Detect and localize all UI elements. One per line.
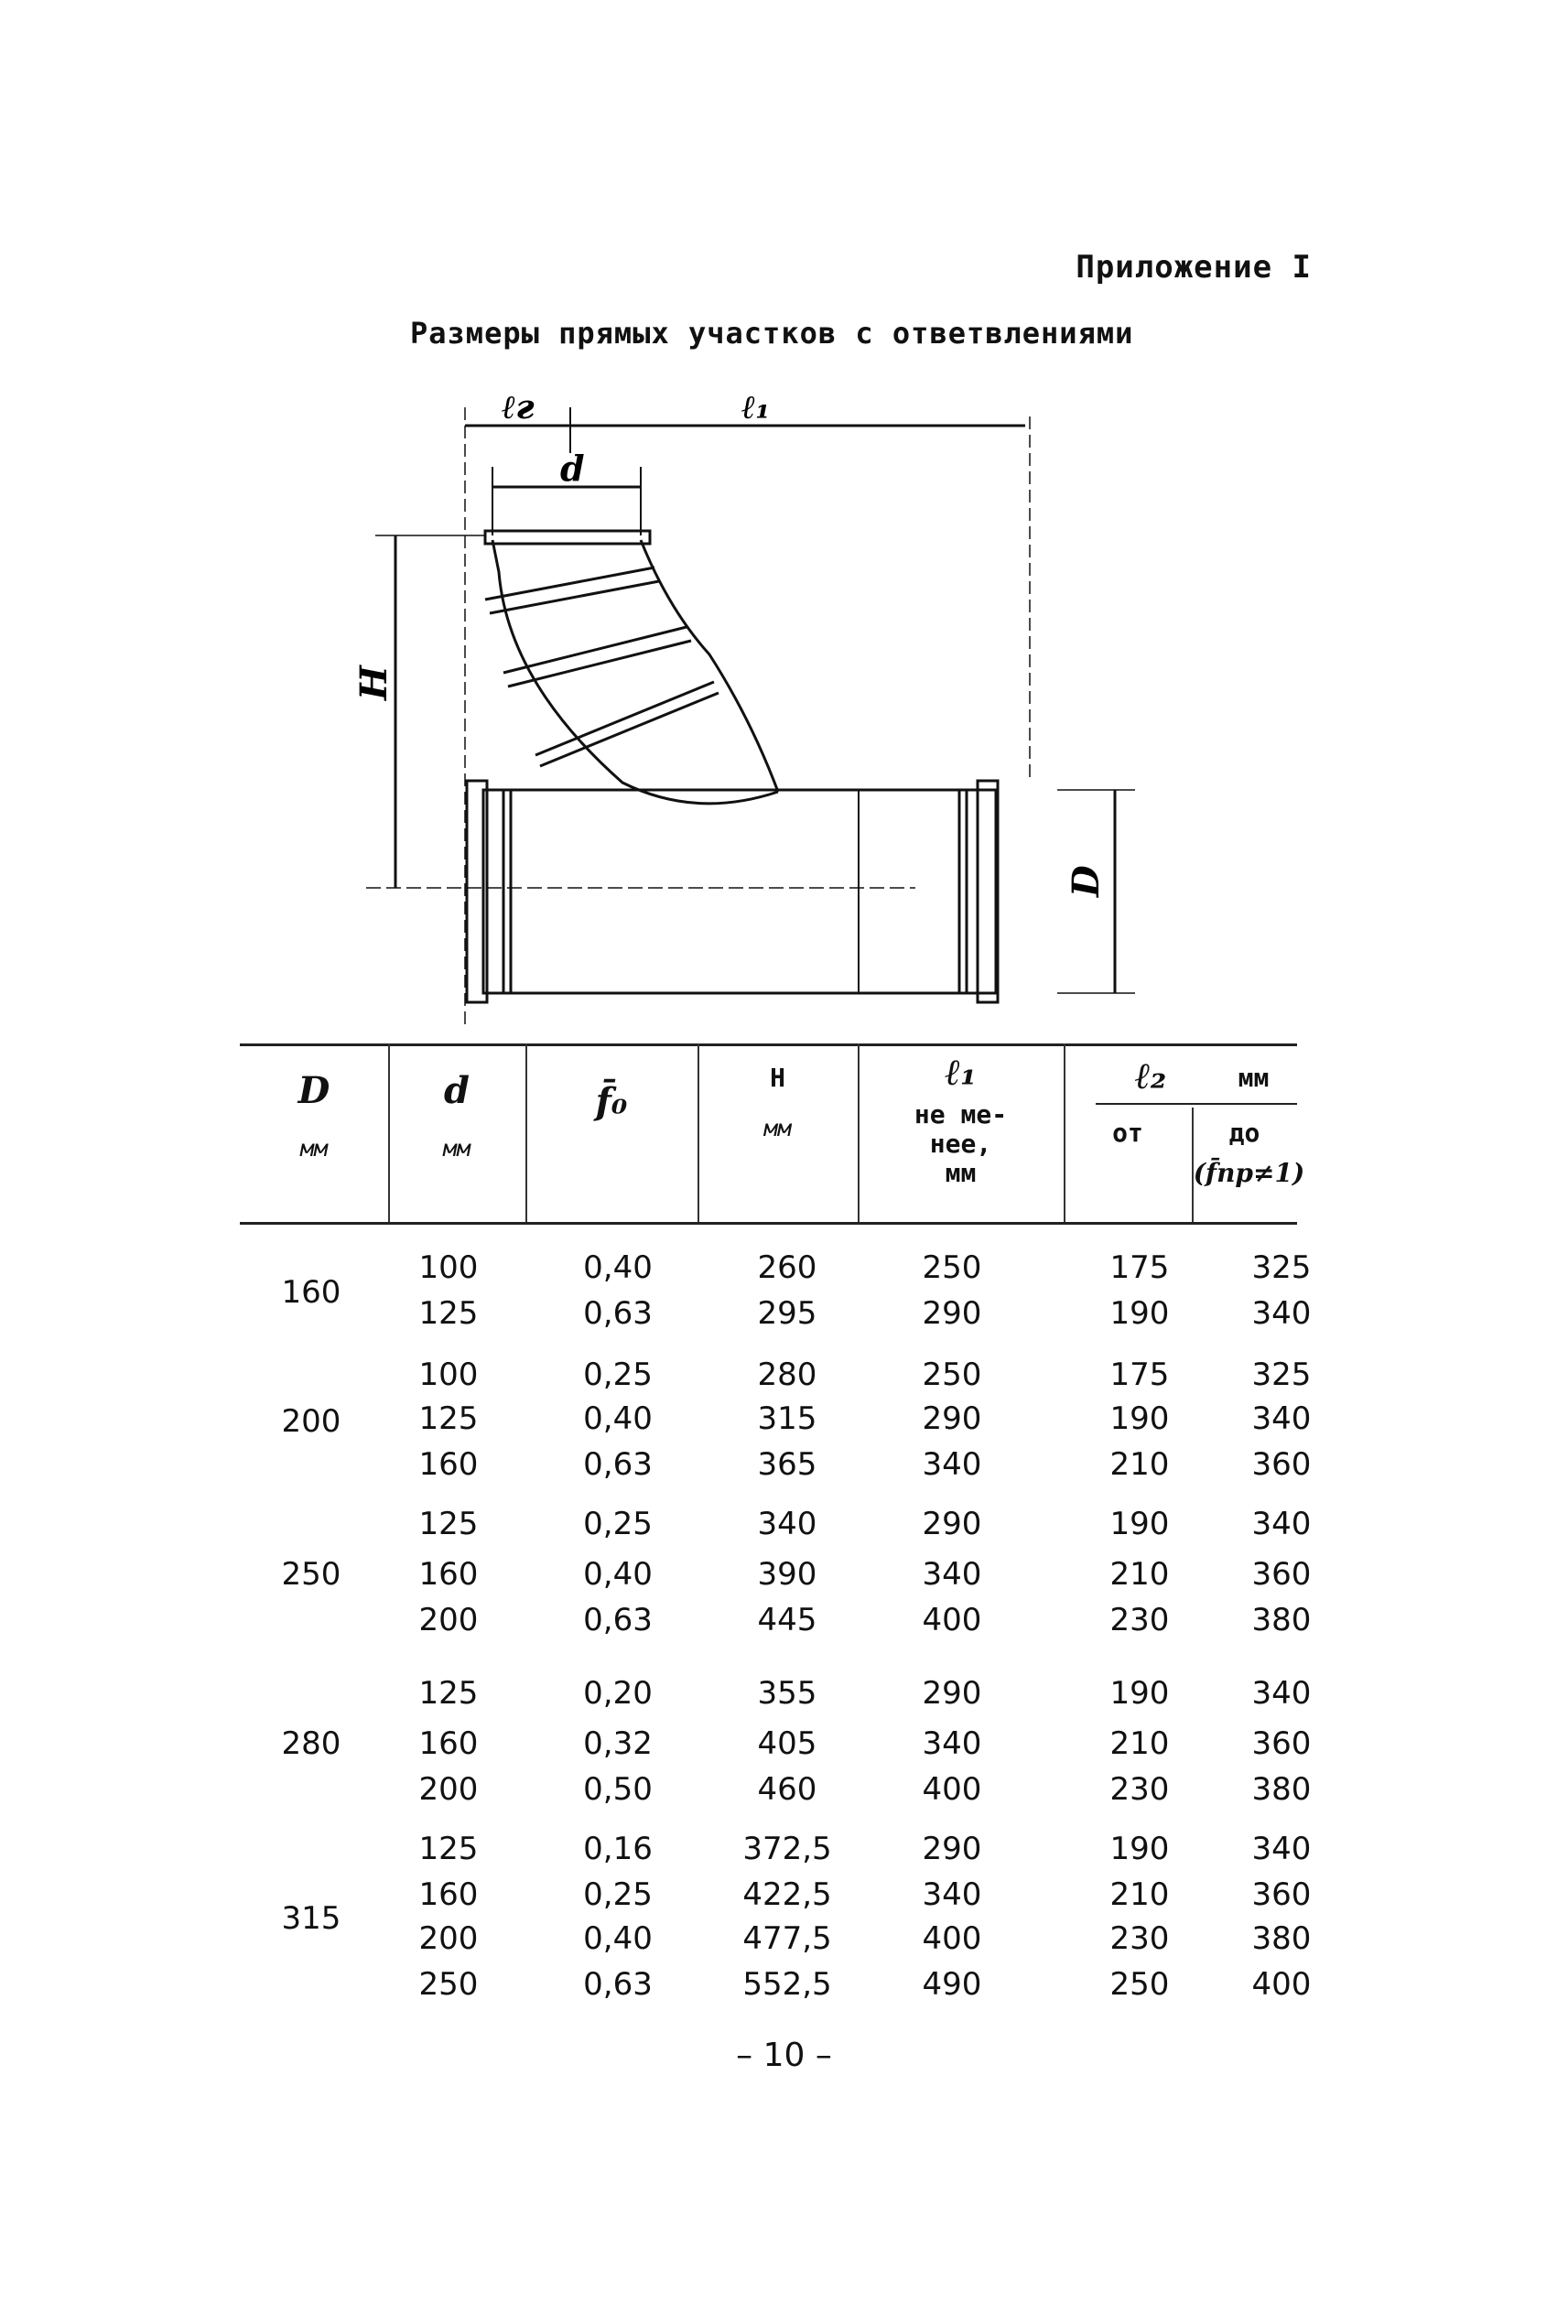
cell-l2-to: 340 [1251, 1295, 1312, 1332]
cell-l2-to: 360 [1251, 1556, 1312, 1593]
cell-l2-to: 360 [1251, 1725, 1312, 1762]
cell-H: 340 [757, 1506, 817, 1542]
cell-H: 552,5 [742, 1966, 832, 2003]
cell-l1: 340 [922, 1876, 982, 1913]
cell-l1: 340 [922, 1725, 982, 1762]
cell-l2-from: 210 [1109, 1725, 1170, 1762]
header-l2-from: от [1112, 1118, 1143, 1148]
group-diameter: 200 [281, 1403, 341, 1440]
cell-f0: 0,40 [583, 1556, 653, 1593]
cell-d: 100 [418, 1357, 479, 1393]
cell-l2-to: 360 [1251, 1876, 1312, 1913]
cell-l1: 400 [922, 1602, 982, 1638]
branch-elbow [492, 540, 778, 804]
cell-f0: 0,63 [583, 1966, 653, 2003]
page-title: Размеры прямых участков с ответвлениями [410, 316, 1134, 351]
cell-l1: 490 [922, 1966, 982, 2003]
cell-l2-from: 175 [1109, 1357, 1170, 1393]
cell-H: 422,5 [742, 1876, 832, 1913]
cell-H: 390 [757, 1556, 817, 1593]
cell-l2-to: 400 [1251, 1966, 1312, 2003]
cell-f0: 0,40 [583, 1249, 653, 1286]
cell-l2-from: 190 [1109, 1675, 1170, 1712]
cell-H: 280 [757, 1357, 817, 1393]
group-diameter: 160 [281, 1274, 341, 1311]
cell-l2-to: 340 [1251, 1675, 1312, 1712]
cell-l1: 290 [922, 1506, 982, 1542]
cell-H: 315 [757, 1400, 817, 1437]
cell-l2-from: 230 [1109, 1602, 1170, 1638]
cell-f0: 0,20 [583, 1675, 653, 1712]
cell-d: 160 [418, 1556, 479, 1593]
cell-l2-to: 380 [1251, 1771, 1312, 1808]
cell-l1: 290 [922, 1675, 982, 1712]
header-D-unit: мм [299, 1135, 329, 1162]
cell-f0: 0,63 [583, 1446, 653, 1483]
cell-l2-to: 340 [1251, 1831, 1312, 1867]
cell-l2-from: 190 [1109, 1400, 1170, 1437]
label-H: H [352, 665, 395, 700]
cell-f0: 0,25 [583, 1876, 653, 1913]
cell-l2-from: 230 [1109, 1920, 1170, 1957]
page-number: – 10 – [736, 2037, 832, 2074]
cell-l2-from: 175 [1109, 1249, 1170, 1286]
cell-f0: 0,32 [583, 1725, 653, 1762]
cell-H: 295 [757, 1295, 817, 1332]
cell-f0: 0,25 [583, 1357, 653, 1393]
cell-d: 125 [418, 1295, 479, 1332]
cell-f0: 0,50 [583, 1771, 653, 1808]
cell-l1: 290 [922, 1831, 982, 1867]
cell-d: 125 [418, 1400, 479, 1437]
cell-l2-to: 380 [1251, 1602, 1312, 1638]
cell-H: 365 [757, 1446, 817, 1483]
branch-flange [485, 531, 650, 544]
cell-l1: 250 [922, 1249, 982, 1286]
cell-l1: 340 [922, 1446, 982, 1483]
cell-l1: 290 [922, 1295, 982, 1332]
cell-H: 460 [757, 1771, 817, 1808]
header-f0: f̄₀ [595, 1080, 628, 1123]
header-l1-note: не ме- нее, мм [914, 1099, 1008, 1188]
cell-l2-from: 190 [1109, 1831, 1170, 1867]
cell-H: 260 [757, 1249, 817, 1286]
cell-l1: 400 [922, 1920, 982, 1957]
label-D: D [1065, 865, 1108, 897]
cell-H: 405 [757, 1725, 817, 1762]
cell-l2-to: 325 [1251, 1249, 1312, 1286]
header-D: D [297, 1069, 330, 1112]
label-l1: ℓ₁ [741, 389, 771, 427]
cell-l2-from: 230 [1109, 1771, 1170, 1808]
table-header [240, 1043, 1305, 1227]
group-diameter: 315 [281, 1900, 341, 1937]
main-pipe [483, 790, 996, 993]
cell-l2-to: 340 [1251, 1400, 1312, 1437]
cell-f0: 0,40 [583, 1920, 653, 1957]
header-H: H [770, 1063, 785, 1093]
cell-d: 160 [418, 1446, 479, 1483]
header-d: d [444, 1069, 470, 1112]
header-H-unit: мм [763, 1115, 792, 1141]
header-l2-to-note: (f̄пр≠1) [1193, 1158, 1305, 1188]
cell-d: 125 [418, 1675, 479, 1712]
cell-d: 125 [418, 1831, 479, 1867]
group-diameter: 280 [281, 1724, 341, 1762]
cell-d: 125 [418, 1506, 479, 1542]
cell-l2-from: 210 [1109, 1876, 1170, 1913]
cell-f0: 0,63 [583, 1295, 653, 1332]
cell-f0: 0,16 [583, 1831, 653, 1867]
cell-l2-to: 360 [1251, 1446, 1312, 1483]
cell-l2-from: 250 [1109, 1966, 1170, 2003]
cell-H: 355 [757, 1675, 817, 1712]
cell-d: 160 [418, 1725, 479, 1762]
cell-H: 477,5 [742, 1920, 832, 1957]
cell-l2-to: 380 [1251, 1920, 1312, 1957]
cell-d: 200 [418, 1602, 479, 1638]
header-l2: ℓ₂ [1134, 1054, 1167, 1097]
cell-l2-from: 190 [1109, 1506, 1170, 1542]
cell-l1: 290 [922, 1400, 982, 1437]
header-d-unit: мм [442, 1135, 471, 1162]
label-l2: ℓг [502, 389, 535, 427]
header-l2-to: до [1228, 1118, 1260, 1148]
cell-d: 200 [418, 1771, 479, 1808]
cell-f0: 0,63 [583, 1602, 653, 1638]
cell-l2-from: 190 [1109, 1295, 1170, 1332]
cell-l1: 400 [922, 1771, 982, 1808]
cell-d: 250 [418, 1966, 479, 2003]
cell-d: 200 [418, 1920, 479, 1957]
cell-d: 160 [418, 1876, 479, 1913]
cell-l2-from: 210 [1109, 1556, 1170, 1593]
cell-f0: 0,40 [583, 1400, 653, 1437]
header-l2-unit: мм [1238, 1063, 1270, 1093]
header-l1: ℓ₁ [945, 1051, 977, 1094]
cell-l1: 250 [922, 1357, 982, 1393]
appendix-label: Приложение I [1076, 249, 1312, 286]
cell-l2-from: 210 [1109, 1446, 1170, 1483]
cell-H: 445 [757, 1602, 817, 1638]
cell-l1: 340 [922, 1556, 982, 1593]
group-diameter: 250 [281, 1555, 341, 1593]
cell-f0: 0,25 [583, 1506, 653, 1542]
cell-d: 100 [418, 1249, 479, 1286]
label-d: d [560, 448, 585, 489]
cell-H: 372,5 [742, 1831, 832, 1867]
cell-l2-to: 340 [1251, 1506, 1312, 1542]
tee-drawing [348, 389, 1172, 1030]
cell-l2-to: 325 [1251, 1357, 1312, 1393]
